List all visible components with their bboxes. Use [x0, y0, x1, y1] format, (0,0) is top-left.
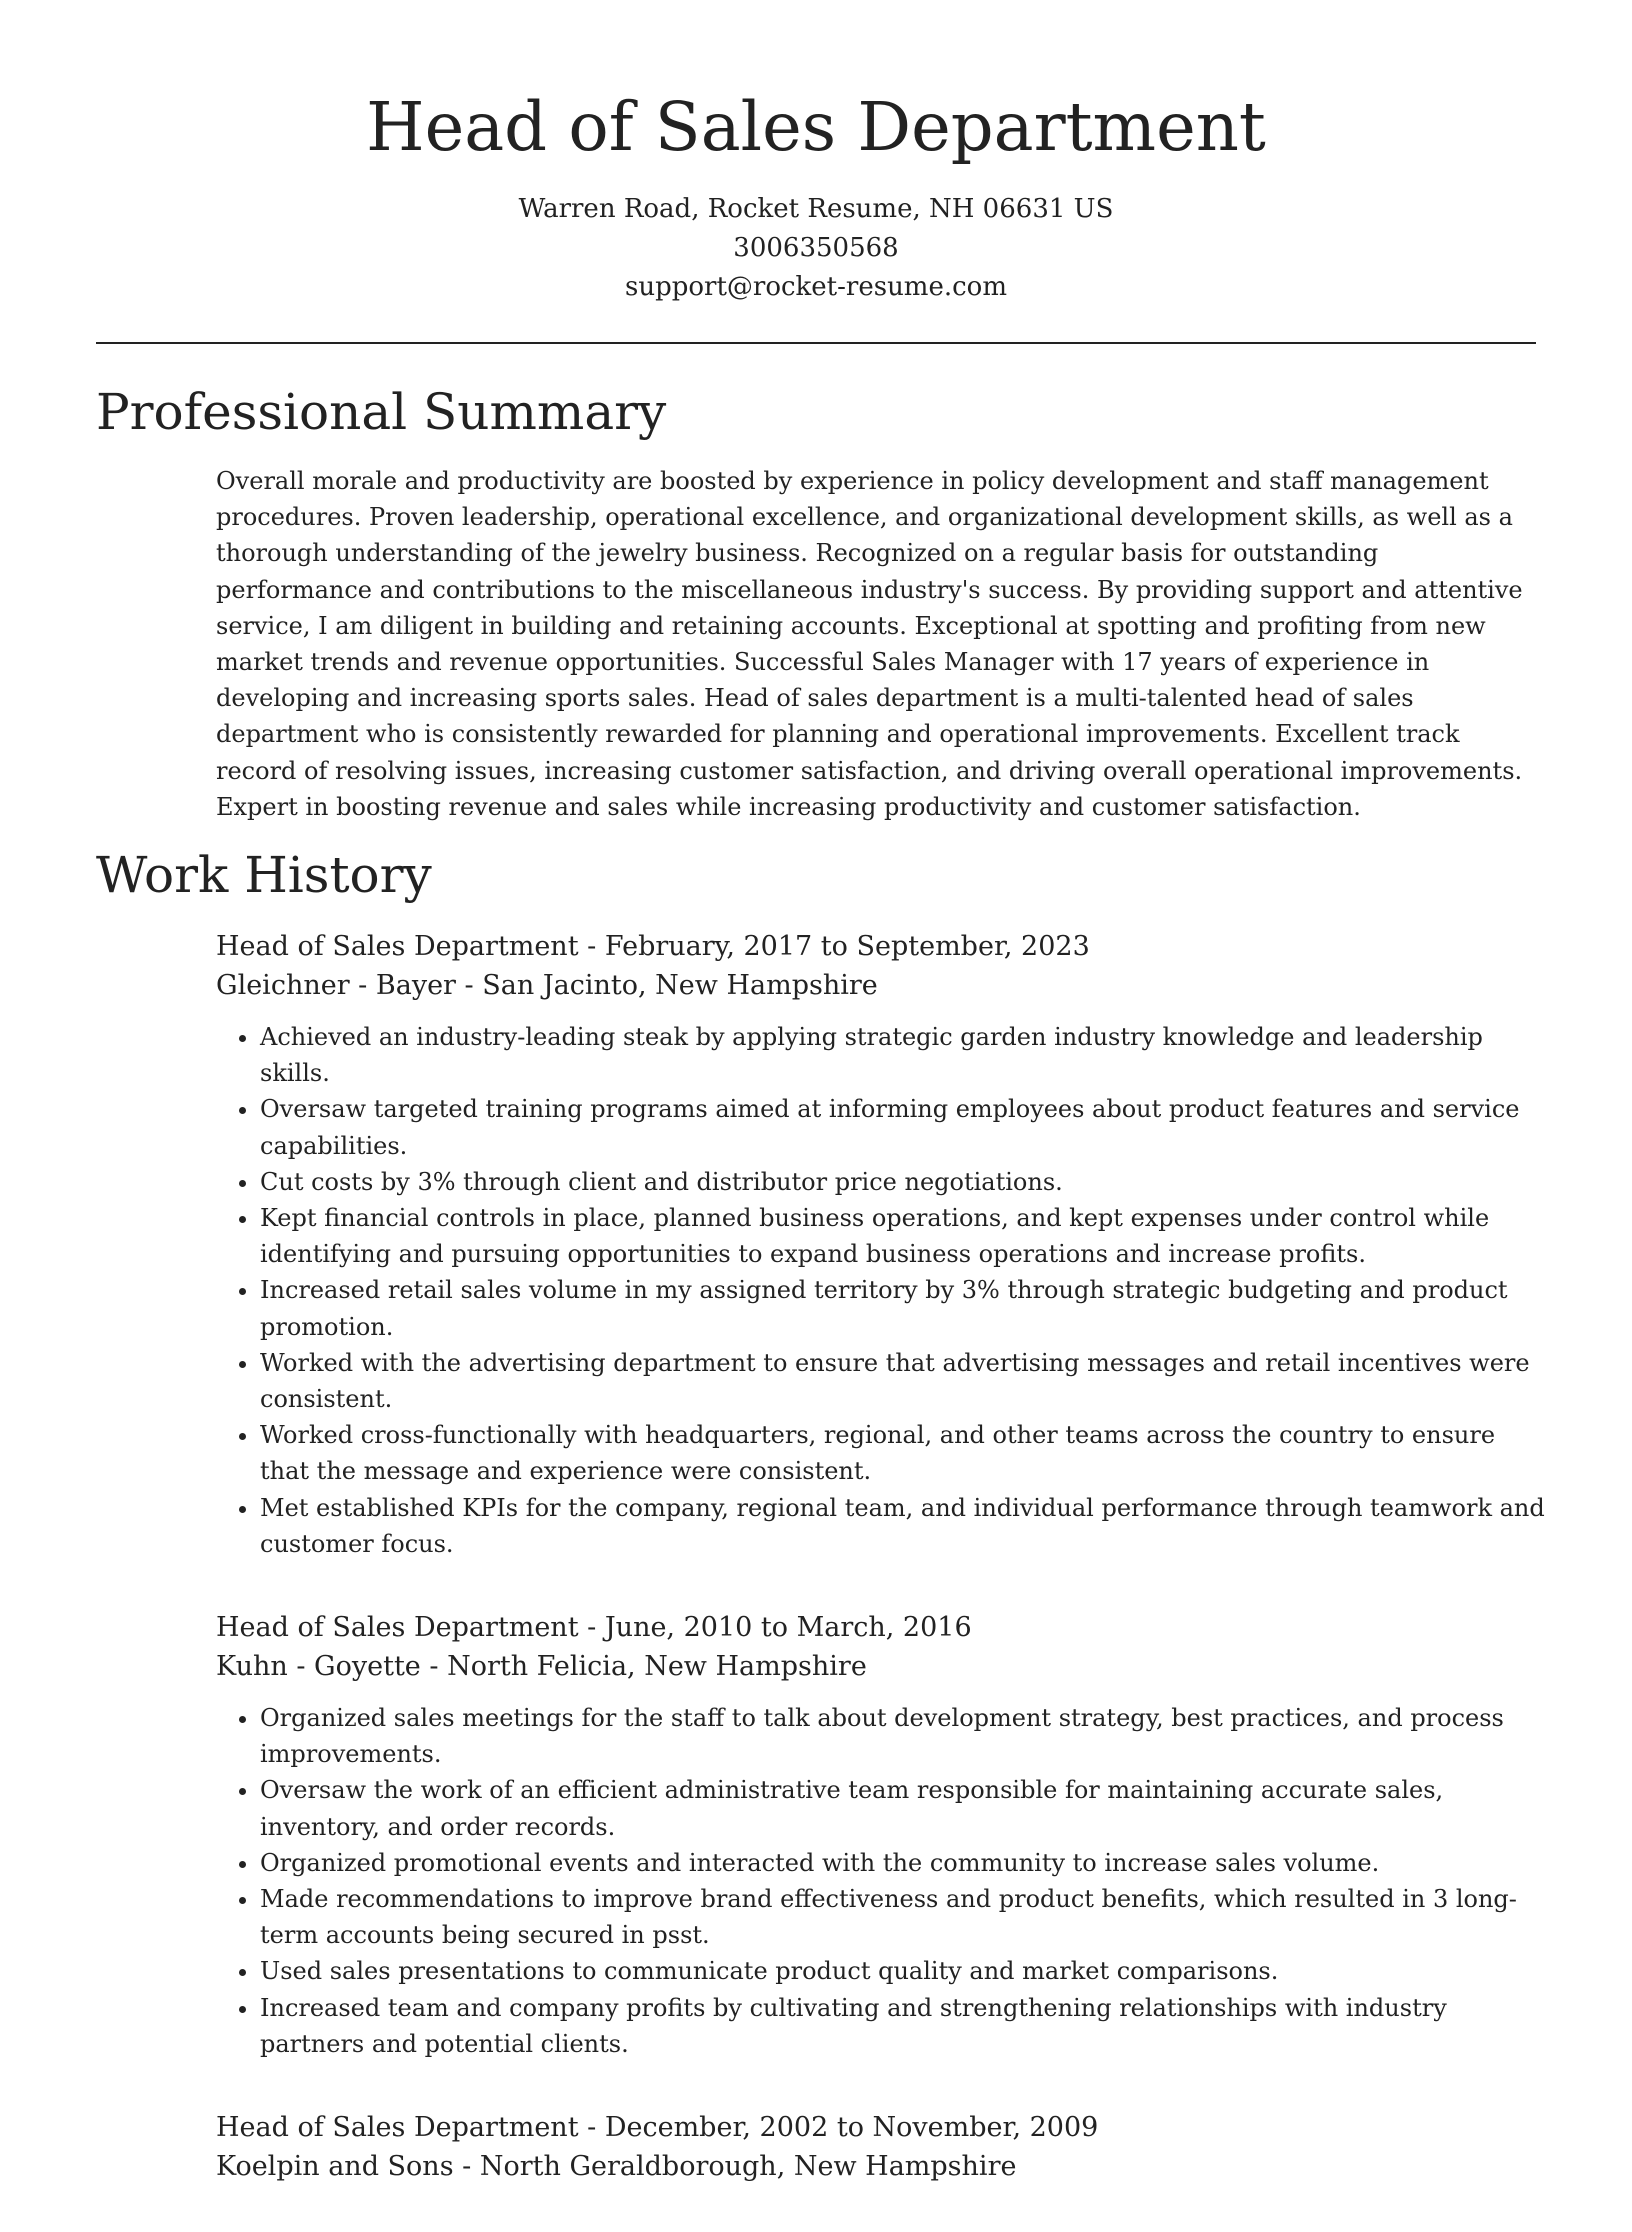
contact-address: Warren Road, Rocket Resume, NH 06631 US: [518, 194, 1114, 224]
candidate-name: Head of Sales Department: [366, 88, 1266, 166]
job-dates: - December, 2002 to November, 2009: [578, 2112, 1099, 2144]
contact-email: support@rocket-resume.com: [624, 272, 1007, 302]
job-bullet: • Organized promotional events and interacted with the community to increase sales volume.: [260, 1845, 1546, 1881]
job-bullet: • Worked with the advertising department to ensure that advertising messages and retail incentives were consistent.: [260, 1345, 1546, 1417]
job-location: - San Jacinto, New Hampshire: [455, 970, 878, 1001]
job-company: Kuhn - Goyette: [216, 1651, 421, 1683]
job-location: - North Felicia, New Hampshire: [420, 1651, 867, 1683]
job-bullet: • Cut costs by 3% through client and distributor price negotiations.: [260, 1164, 1546, 1200]
job-header: [216, 2108, 1546, 2147]
job-header: [216, 1608, 1546, 1647]
job-title: Head of Sales Department: [216, 2112, 579, 2144]
job-bullet-list: [216, 1700, 1546, 2062]
resume-header: [0, 84, 1632, 307]
summary-heading: Professional Summary: [96, 383, 667, 441]
job-location: - North Geraldborough, New Hampshire: [453, 2151, 1017, 2183]
summary-paragraph: Overall morale and productivity are boosted by experience in policy development and staff management procedures. Proven leadership, operational excellence, and organizational development skills, as well as a thorough understanding of the jewelry business. Recognized on a regular basis for outstanding performance and contributions to the miscellaneous industry's success. By providing support and attentive service, I am diligent in building and retaining accounts. Exceptional at spotting and profiting from new market trends and revenue opportunities. Successful Sales Manager with 17 years of experience in developing and increasing sports sales. Head of sales department is a multi-talented head of sales department who is consistently rewarded for planning and operational improvements. Excellent track record of resolving issues, increasing customer satisfaction, and driving overall operational improvements. Expert in boosting revenue and sales while increasing productivity and customer satisfaction.: [216, 467, 1523, 821]
job-dates: - June, 2010 to March, 2016: [578, 1612, 972, 1644]
job-company: Gleichner - Bayer: [216, 970, 456, 1001]
job-bullet: • Increased retail sales volume in my assigned territory by 3% through strategic budgeting and product promotion.: [260, 1272, 1546, 1344]
work-history-heading: Work History: [96, 846, 432, 904]
job-bullet: • Oversaw targeted training programs aimed at informing employees about product features and service capabilities.: [260, 1091, 1546, 1163]
contact-info: [0, 190, 1632, 307]
header-divider: [96, 342, 1536, 344]
job-employer: [216, 1647, 1546, 1686]
job-bullet: • Oversaw the work of an efficient administrative team responsible for maintaining accurate sales, inventory, and order records.: [260, 1772, 1546, 1844]
job-bullet: • Kept financial controls in place, planned business operations, and kept expenses under control while identifying and pursuing opportunities to expand business operations and increase profits.: [260, 1200, 1546, 1272]
job-bullet-list: [216, 1019, 1546, 1562]
job-bullet: • Organized sales meetings for the staff to talk about development strategy, best practices, and process improvements.: [260, 1700, 1546, 1772]
job-title: Head of Sales Department: [216, 931, 579, 962]
job-bullet: • Achieved an industry-leading steak by applying strategic garden industry knowledge and leadership skills.: [260, 1019, 1546, 1091]
job-bullet: • Increased team and company profits by cultivating and strengthening relationships with industry partners and potential clients.: [260, 1990, 1546, 2062]
work-history-list: [216, 927, 1546, 2232]
job-bullet: • Made recommendations to improve brand effectiveness and product benefits, which resulted in 3 long-term accounts being secured in psst.: [260, 1881, 1546, 1953]
job-bullet: • Worked cross-functionally with headquarters, regional, and other teams across the country to ensure that the message and experience were consistent.: [260, 1417, 1546, 1489]
job-employer: [216, 2147, 1546, 2186]
job-title: Head of Sales Department: [216, 1612, 579, 1644]
job-employer: [216, 966, 1546, 1005]
job-entry: [216, 2108, 1546, 2186]
job-entry: [216, 1608, 1546, 2062]
job-bullet: • Met established KPIs for the company, regional team, and individual performance through teamwork and customer focus.: [260, 1490, 1546, 1562]
job-company: Koelpin and Sons: [216, 2151, 454, 2183]
job-bullet: • Used sales presentations to communicate product quality and market comparisons.: [260, 1953, 1546, 1989]
job-entry: [216, 927, 1546, 1562]
job-dates: - February, 2017 to September, 2023: [578, 931, 1090, 962]
contact-phone: 3006350568: [733, 233, 899, 263]
job-header: [216, 927, 1546, 966]
